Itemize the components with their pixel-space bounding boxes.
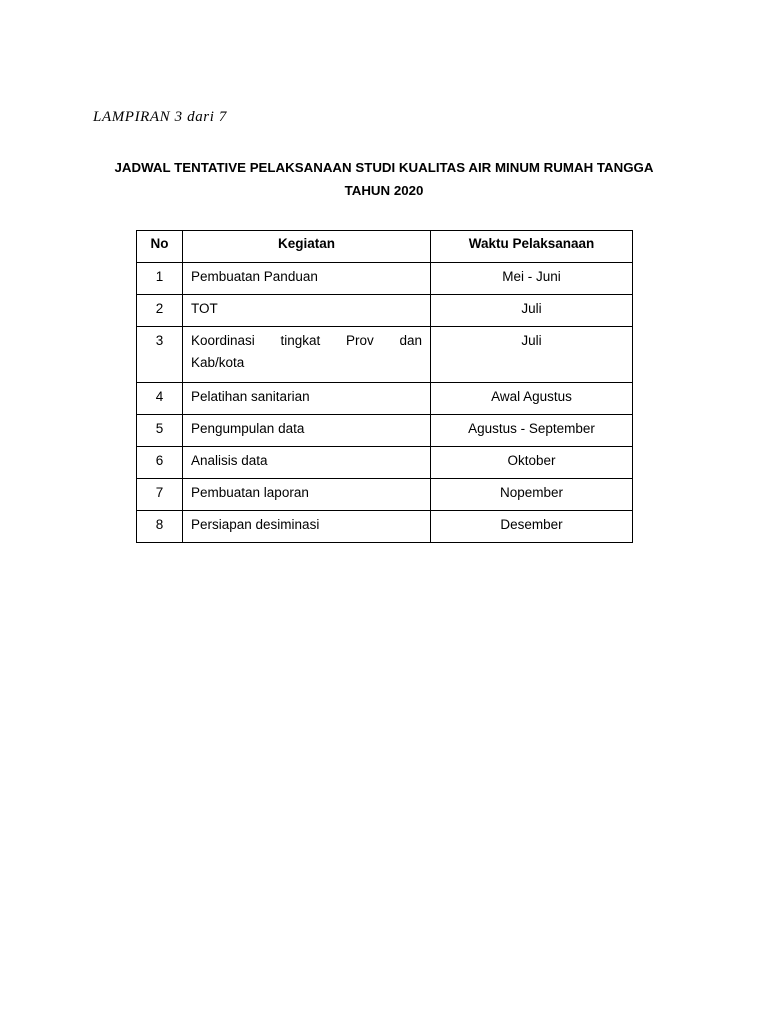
- table-row: [137, 383, 633, 415]
- header-waktu: Waktu Pelaksanaan: [431, 231, 633, 263]
- table-row: [137, 447, 633, 479]
- table-row: [137, 263, 633, 295]
- row-no: 6: [137, 447, 183, 479]
- row-kegiatan-line1: Koordinasi tingkat Prov dan: [191, 333, 422, 348]
- row-waktu: Mei - Juni: [431, 263, 633, 295]
- row-kegiatan: Analisis data: [183, 447, 431, 479]
- header-kegiatan: Kegiatan: [183, 231, 431, 263]
- row-no: 7: [137, 479, 183, 511]
- table-row: [137, 327, 633, 383]
- row-kegiatan-line2: Kab/kota: [191, 355, 245, 370]
- row-kegiatan: Pengumpulan data: [183, 415, 431, 447]
- table-row: [137, 479, 633, 511]
- row-no: 2: [137, 295, 183, 327]
- row-kegiatan: [183, 327, 431, 383]
- header-no: No: [137, 231, 183, 263]
- table-header-row: [137, 231, 633, 263]
- row-waktu: Juli: [431, 295, 633, 327]
- schedule-table: [136, 230, 633, 543]
- table-row: [137, 295, 633, 327]
- row-no: 3: [137, 327, 183, 383]
- document-title: JADWAL TENTATIVE PELAKSANAAN STUDI KUALITAS AIR MINUM RUMAH TANGGA: [114, 160, 654, 175]
- table-row: [137, 415, 633, 447]
- row-kegiatan: Pembuatan laporan: [183, 479, 431, 511]
- row-no: 4: [137, 383, 183, 415]
- row-waktu: Juli: [431, 327, 633, 383]
- row-waktu: Oktober: [431, 447, 633, 479]
- row-waktu: Awal Agustus: [431, 383, 633, 415]
- row-kegiatan: Pembuatan Panduan: [183, 263, 431, 295]
- row-kegiatan: TOT: [183, 295, 431, 327]
- row-no: 8: [137, 511, 183, 543]
- row-kegiatan: Persiapan desiminasi: [183, 511, 431, 543]
- document-title-year: TAHUN 2020: [344, 183, 424, 198]
- row-waktu: Nopember: [431, 479, 633, 511]
- attachment-label: LAMPIRAN 3 dari 7: [93, 109, 227, 125]
- row-no: 5: [137, 415, 183, 447]
- row-no: 1: [137, 263, 183, 295]
- row-waktu: Desember: [431, 511, 633, 543]
- row-waktu: Agustus - September: [431, 415, 633, 447]
- table-row: [137, 511, 633, 543]
- row-kegiatan: Pelatihan sanitarian: [183, 383, 431, 415]
